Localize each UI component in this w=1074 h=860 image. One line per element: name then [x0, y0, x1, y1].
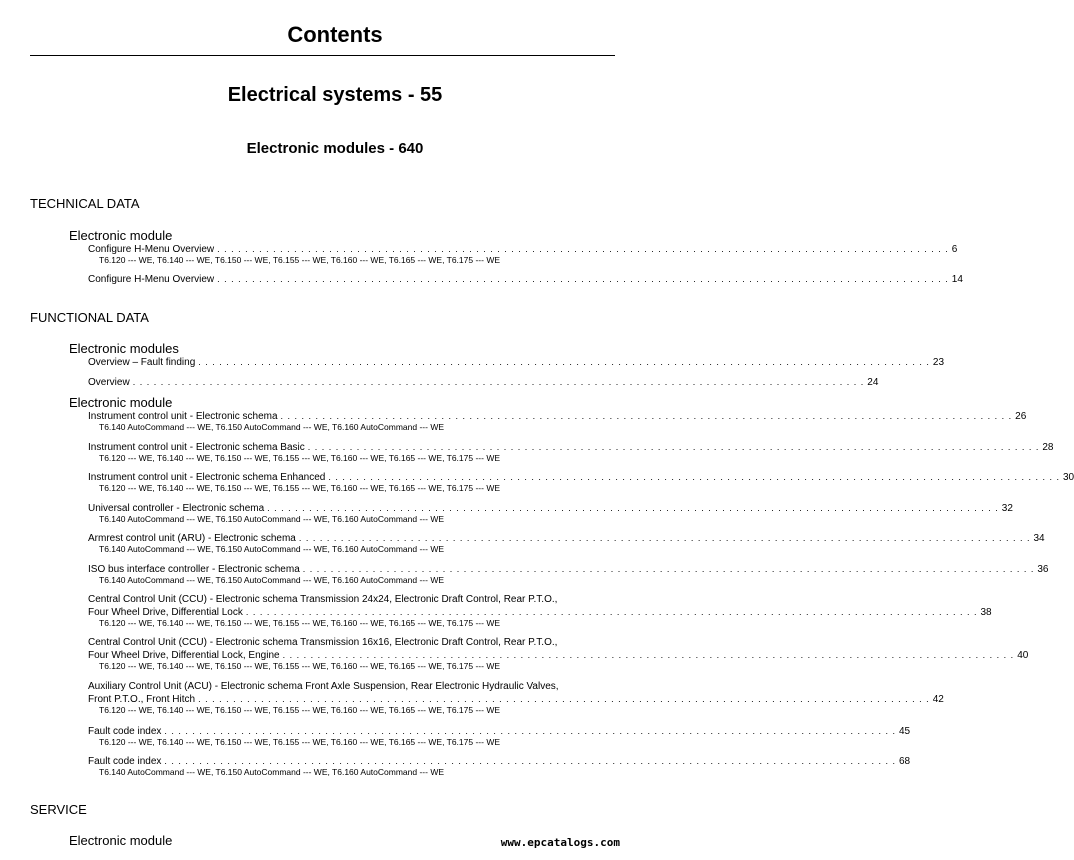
- toc-entry-title: Fault code index: [88, 756, 162, 767]
- toc-entry-models: T6.120 --- WE, T6.140 --- WE, T6.150 --- WE, T6.155 --- WE, T6.160 --- WE, T6.165 --- WE, T6.175 --- WE: [99, 483, 501, 493]
- toc-entry[interactable]: [88, 532, 1045, 555]
- toc-page-number: 30: [1062, 472, 1074, 483]
- section-title: SERVICE: [30, 802, 87, 817]
- toc-entry[interactable]: [88, 243, 958, 266]
- toc-page-number: 14: [951, 274, 963, 285]
- toc-entry-title: Instrument control unit - Electronic schema: [88, 411, 278, 422]
- toc-entry-models: T6.120 --- WE, T6.140 --- WE, T6.150 --- WE, T6.155 --- WE, T6.160 --- WE, T6.165 --- WE, T6.175 --- WE: [99, 705, 501, 715]
- toc-page-number: 26: [1015, 411, 1027, 422]
- toc-entry[interactable]: [88, 681, 944, 716]
- toc-page-number: 38: [980, 607, 992, 618]
- dot-leader: . . . . . . . . . . . . . . . . . . . . . . . . . . . . . . . . . . . . . . . . . . . . . . . . . . . . . . . . . . . . . . . . . . . . . . . . . . . . . . . . . . . . . . . . . . . . . . . . . . . . . . . . .: [164, 756, 896, 766]
- toc-entry-title: Configure H-Menu Overview: [88, 244, 215, 255]
- page-title: Contents: [287, 22, 383, 47]
- toc-entry-title: Overview: [88, 377, 130, 388]
- toc-entry-title: Four Wheel Drive, Differential Lock, Engine: [88, 650, 280, 661]
- dot-leader: . . . . . . . . . . . . . . . . . . . . . . . . . . . . . . . . . . . . . . . . . . . . . . . . . . . . . . . . . . . . . . . . . . . . . . . . . . . . . . . . . . . . . . . . . . . . . . . . . . . . . . . . .: [307, 442, 1040, 452]
- toc-entry[interactable]: [88, 410, 1027, 433]
- dot-leader: . . . . . . . . . . . . . . . . . . . . . . . . . . . . . . . . . . . . . . . . . . . . . . . . . . . . . . . . . . . . . . . . . . . . . . . . . . . . . . . . . . . . . . . . . . . . . . . . . . . . . . . . .: [164, 726, 896, 736]
- toc-entry[interactable]: [88, 441, 1054, 464]
- toc-page-number: 45: [899, 726, 911, 737]
- toc-page-number: 28: [1042, 442, 1054, 453]
- toc-page-number: 34: [1033, 533, 1045, 544]
- dot-leader: . . . . . . . . . . . . . . . . . . . . . . . . . . . . . . . . . . . . . . . . . . . . . . . . . . . . . . . . . . . . . . . . . . . . . . . . . . . . . . . . . . . . . . . . . . . . . . . . . . . . . . . . .: [302, 564, 1035, 574]
- toc-entry[interactable]: [88, 563, 1049, 586]
- toc-entry[interactable]: [88, 502, 1013, 525]
- toc-entry-title: Central Control Unit (CCU) - Electronic schema Transmission 24x24, Electronic Draft Control, Rear P.T.O.,: [88, 594, 558, 605]
- toc-entry[interactable]: [88, 637, 1029, 672]
- toc-entry[interactable]: [88, 725, 911, 748]
- toc-page-number: 32: [1001, 503, 1013, 514]
- toc-entry[interactable]: [88, 471, 1074, 494]
- subchapter-heading: Electronic modules - 640: [246, 140, 424, 157]
- toc-entry-title: ISO bus interface controller - Electronic schema: [88, 564, 300, 575]
- toc-page-number: 23: [932, 357, 945, 368]
- toc-entry-title: Fault code index: [88, 726, 162, 737]
- toc-page-number: 6: [951, 244, 958, 255]
- watermark-url: www.epcatalogs.com: [500, 836, 620, 849]
- dot-leader: . . . . . . . . . . . . . . . . . . . . . . . . . . . . . . . . . . . . . . . . . . . . . . . . . . . . . . . . . . . . . . . . . . . . . . . . . . . . . . . . . . . . . . . . . . . . . . . . . . . . . . . . .: [217, 274, 949, 284]
- toc-entry[interactable]: [88, 273, 963, 285]
- toc-entry-title: Configure H-Menu Overview: [88, 274, 215, 285]
- dot-leader: . . . . . . . . . . . . . . . . . . . . . . . . . . . . . . . . . . . . . . . . . . . . . . . . . . . . . . . . . . . . . . . . . . . . . . . . . . . . . . . . . . . . . . . . . . . . . . . . . . . . . . . . .: [132, 377, 865, 387]
- group-title: Electronic module: [69, 395, 173, 410]
- toc-entry-models: T6.140 AutoCommand --- WE, T6.150 AutoCommand --- WE, T6.160 AutoCommand --- WE: [99, 514, 445, 524]
- toc-entry-models: T6.120 --- WE, T6.140 --- WE, T6.150 --- WE, T6.155 --- WE, T6.160 --- WE, T6.165 --- WE, T6.175 --- WE: [99, 737, 501, 747]
- toc-entry[interactable]: [88, 356, 945, 368]
- toc-page-number: 36: [1037, 564, 1049, 575]
- toc-page-number: 24: [867, 377, 879, 388]
- toc-entry-title: Front P.T.O., Front Hitch: [88, 694, 196, 705]
- toc-entry-models: T6.120 --- WE, T6.140 --- WE, T6.150 --- WE, T6.155 --- WE, T6.160 --- WE, T6.165 --- WE, T6.175 --- WE: [99, 618, 501, 628]
- toc-entry[interactable]: [88, 594, 992, 629]
- toc-entry-title: Central Control Unit (CCU) - Electronic schema Transmission 16x16, Electronic Draft Control, Rear P.T.O.,: [88, 637, 558, 648]
- dot-leader: . . . . . . . . . . . . . . . . . . . . . . . . . . . . . . . . . . . . . . . . . . . . . . . . . . . . . . . . . . . . . . . . . . . . . . . . . . . . . . . . . . . . . . . . . . . . . . . . . . . . . . . . .: [298, 533, 1031, 543]
- chapter-heading: Electrical systems - 55: [227, 84, 443, 106]
- toc-entry-title: Four Wheel Drive, Differential Lock: [88, 607, 243, 618]
- section-title: FUNCTIONAL DATA: [30, 310, 149, 325]
- toc-entry-title: Overview – Fault finding: [88, 357, 196, 368]
- toc-entry-title: Armrest control unit (ARU) - Electronic schema: [88, 533, 296, 544]
- toc-entry-title: Instrument control unit - Electronic schema Basic: [88, 442, 305, 453]
- toc-entry-models: T6.120 --- WE, T6.140 --- WE, T6.150 --- WE, T6.155 --- WE, T6.160 --- WE, T6.165 --- WE, T6.175 --- WE: [99, 255, 501, 265]
- toc-page-number: 42: [932, 694, 944, 705]
- toc-entry[interactable]: [88, 376, 879, 388]
- group-title: Electronic module: [69, 833, 173, 848]
- toc-entry-title: Auxiliary Control Unit (ACU) - Electronic schema Front Axle Suspension, Rear Electronic Hydraulic Valves,: [88, 681, 559, 692]
- toc-entry-models: T6.120 --- WE, T6.140 --- WE, T6.150 --- WE, T6.155 --- WE, T6.160 --- WE, T6.165 --- WE, T6.175 --- WE: [99, 661, 501, 671]
- toc-entry-models: T6.120 --- WE, T6.140 --- WE, T6.150 --- WE, T6.155 --- WE, T6.160 --- WE, T6.165 --- WE, T6.175 --- WE: [99, 453, 501, 463]
- dot-leader: . . . . . . . . . . . . . . . . . . . . . . . . . . . . . . . . . . . . . . . . . . . . . . . . . . . . . . . . . . . . . . . . . . . . . . . . . . . . . . . . . . . . . . . . . . . . . . . . . . . . . . . . .: [280, 411, 1013, 421]
- group-title: Electronic module: [69, 228, 173, 243]
- toc-entry-models: T6.140 AutoCommand --- WE, T6.150 AutoCommand --- WE, T6.160 AutoCommand --- WE: [99, 575, 445, 585]
- toc-entry[interactable]: [88, 755, 911, 778]
- section-title: TECHNICAL DATA: [30, 196, 140, 211]
- dot-leader: . . . . . . . . . . . . . . . . . . . . . . . . . . . . . . . . . . . . . . . . . . . . . . . . . . . . . . . . . . . . . . . . . . . . . . . . . . . . . . . . . . . . . . . . . . . . . . . . . . . . . . . . .: [328, 472, 1060, 482]
- toc-entry-models: T6.140 AutoCommand --- WE, T6.150 AutoCommand --- WE, T6.160 AutoCommand --- WE: [99, 544, 445, 554]
- toc-entry-title: Universal controller - Electronic schema: [88, 503, 265, 514]
- toc-entry-title: Instrument control unit - Electronic schema Enhanced: [88, 472, 326, 483]
- dot-leader: . . . . . . . . . . . . . . . . . . . . . . . . . . . . . . . . . . . . . . . . . . . . . . . . . . . . . . . . . . . . . . . . . . . . . . . . . . . . . . . . . . . . . . . . . . . . . . . . . . . . . . . . .: [282, 650, 1015, 660]
- group-title: Electronic modules: [69, 341, 179, 356]
- dot-leader: . . . . . . . . . . . . . . . . . . . . . . . . . . . . . . . . . . . . . . . . . . . . . . . . . . . . . . . . . . . . . . . . . . . . . . . . . . . . . . . . . . . . . . . . . . . . . . . . . . . . . . . . .: [245, 607, 978, 617]
- dot-leader: . . . . . . . . . . . . . . . . . . . . . . . . . . . . . . . . . . . . . . . . . . . . . . . . . . . . . . . . . . . . . . . . . . . . . . . . . . . . . . . . . . . . . . . . . . . . . . . . . . . . . . . . .: [198, 357, 930, 367]
- toc-page-number: 40: [1017, 650, 1029, 661]
- dot-leader: . . . . . . . . . . . . . . . . . . . . . . . . . . . . . . . . . . . . . . . . . . . . . . . . . . . . . . . . . . . . . . . . . . . . . . . . . . . . . . . . . . . . . . . . . . . . . . . . . . . . . . . . .: [217, 244, 949, 254]
- toc-entry-models: T6.140 AutoCommand --- WE, T6.150 AutoCommand --- WE, T6.160 AutoCommand --- WE: [99, 767, 445, 777]
- toc-entry-models: T6.140 AutoCommand --- WE, T6.150 AutoCommand --- WE, T6.160 AutoCommand --- WE: [99, 422, 445, 432]
- dot-leader: . . . . . . . . . . . . . . . . . . . . . . . . . . . . . . . . . . . . . . . . . . . . . . . . . . . . . . . . . . . . . . . . . . . . . . . . . . . . . . . . . . . . . . . . . . . . . . . . . . . . . . . . .: [267, 503, 999, 513]
- dot-leader: . . . . . . . . . . . . . . . . . . . . . . . . . . . . . . . . . . . . . . . . . . . . . . . . . . . . . . . . . . . . . . . . . . . . . . . . . . . . . . . . . . . . . . . . . . . . . . . . . . . . . . . . .: [198, 694, 930, 704]
- toc-page-number: 68: [899, 756, 911, 767]
